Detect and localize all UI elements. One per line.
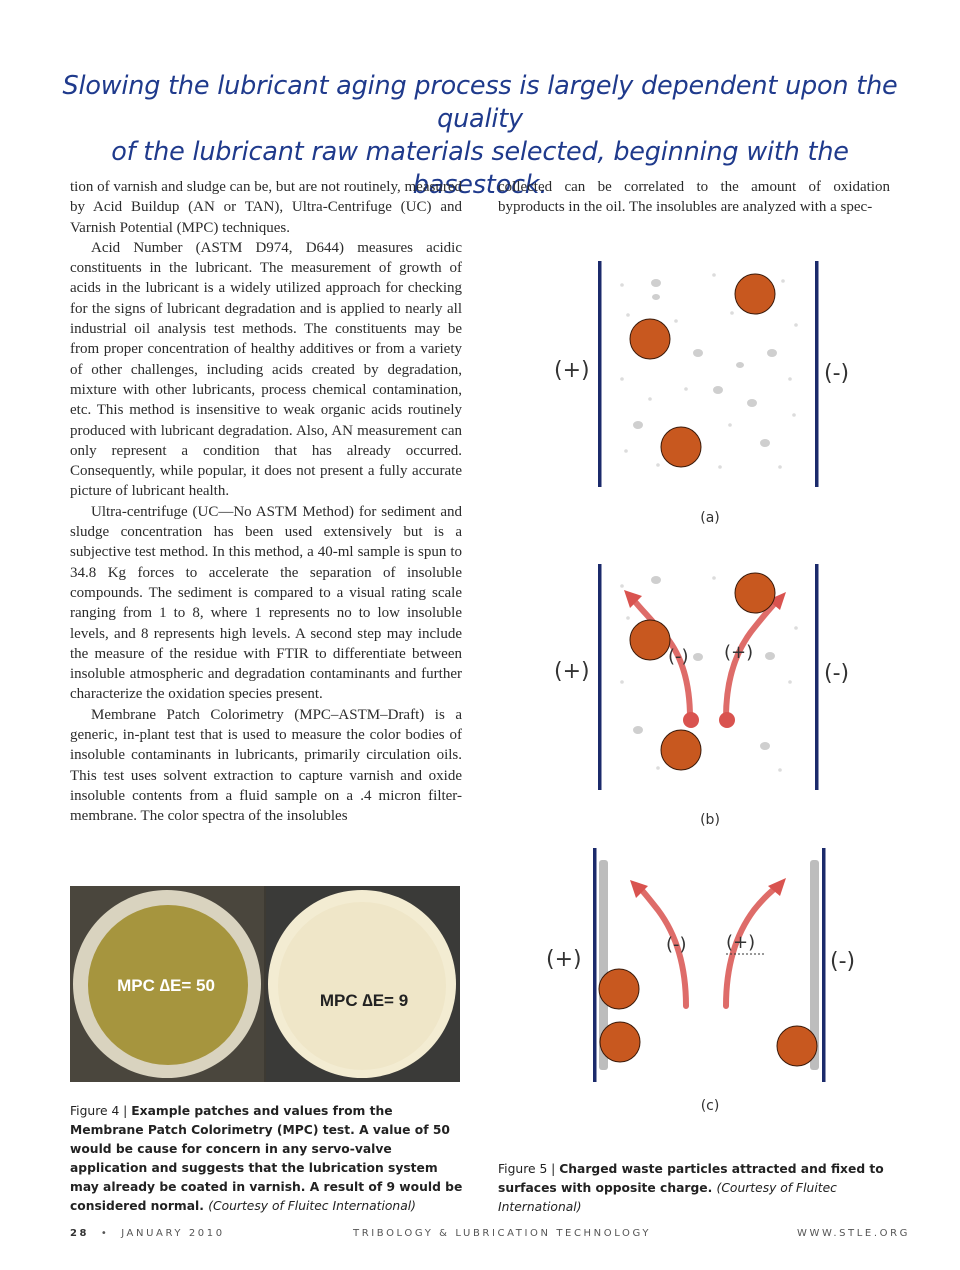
dot bbox=[781, 279, 785, 283]
dot bbox=[656, 766, 660, 770]
dot bbox=[620, 584, 624, 588]
dot bbox=[712, 273, 716, 277]
dot bbox=[788, 377, 792, 381]
figure-4-credit: (Courtesy of Fluitec International) bbox=[208, 1199, 416, 1213]
charge-label-minus: (-) bbox=[668, 646, 689, 667]
dot bbox=[620, 377, 624, 381]
issue-date: JANUARY 2010 bbox=[121, 1228, 225, 1239]
dot bbox=[656, 463, 660, 467]
figure-5-number: Figure 5 | bbox=[498, 1162, 560, 1176]
particle bbox=[633, 726, 643, 734]
dot bbox=[778, 465, 782, 469]
positive-plate bbox=[598, 564, 602, 790]
dot bbox=[620, 680, 624, 684]
charge-drop-left bbox=[683, 712, 699, 728]
charge-label-plus: (+) bbox=[726, 932, 756, 953]
figure-5-caption bbox=[498, 1160, 898, 1217]
body-paragraph: tion of varnish and sludge can be, but are not routinely, measured by Acid Buildup (AN or TAN), Ultra-Centrifuge (UC) and Varnish Potential (MPC) techniques. bbox=[70, 179, 462, 236]
plate-label-plus: (+) bbox=[546, 947, 582, 972]
plate-label-plus: (+) bbox=[554, 358, 590, 383]
publication-name: TRIBOLOGY & LUBRICATION TECHNOLOGY bbox=[353, 1228, 652, 1239]
particle bbox=[760, 439, 770, 447]
body-column-left bbox=[70, 177, 462, 827]
page-number: 28 bbox=[70, 1228, 90, 1239]
charge-label-plus: (+) bbox=[724, 642, 754, 663]
sludge-ball bbox=[630, 620, 670, 660]
particle bbox=[693, 349, 703, 357]
particle bbox=[765, 652, 775, 660]
footer-separator: • bbox=[100, 1228, 110, 1239]
footer-page-info bbox=[70, 1228, 225, 1239]
particle bbox=[651, 279, 661, 287]
dot bbox=[794, 323, 798, 327]
pull-quote-line-2: of the lubricant raw materials selected, beginning with the basestock. bbox=[111, 137, 849, 200]
particle bbox=[633, 421, 643, 429]
negative-plate bbox=[822, 848, 826, 1082]
positive-plate bbox=[598, 261, 602, 487]
particle bbox=[651, 576, 661, 584]
particle bbox=[736, 362, 744, 368]
particle bbox=[652, 294, 660, 300]
figure-4-number: Figure 4 | bbox=[70, 1104, 132, 1118]
patch-left-label: MPC ∆E= 50 bbox=[117, 976, 215, 995]
body-paragraph: Membrane Patch Colorimetry (MPC–ASTM–Draft) is a generic, in-plant test that is used to measure the color bodies of insoluble contaminants in lubricants, primarily circulation oils. This test uses solvent extraction to capture varnish and oxide insoluble contents from a fluid sample on a .4 micron filter-membrane. The color spectra of the insolubles bbox=[70, 706, 462, 825]
negative-plate bbox=[815, 564, 819, 790]
plate-label-minus: (-) bbox=[830, 949, 856, 974]
figure-4-description: Example patches and values from the Membrane Patch Colorimetry (MPC) test. A value of 50 would be cause for concern in any servo-valve application and suggests that the lubrication system may already be coated in varnish. A result of 9 would be considered normal. bbox=[70, 1104, 463, 1213]
sludge-ball bbox=[661, 427, 701, 467]
dot bbox=[792, 413, 796, 417]
figure-5c-label: (c) bbox=[700, 1098, 720, 1114]
dot bbox=[718, 465, 722, 469]
charge-drop-right bbox=[719, 712, 735, 728]
negative-plate bbox=[815, 261, 819, 487]
sludge-ball bbox=[600, 1022, 640, 1062]
particle bbox=[747, 399, 757, 407]
body-paragraph: Ultra-centrifuge (UC—No ASTM Method) for sediment and sludge concentration has been used extensively but is a subjective test method. In this method, a 40-ml sample is spun to 34.8 Kg forces to accelerate the separation of insoluble compounds. The sediment is compared to a visual rating scale ranging from 1 to 8, where 1 represents no to low insoluble levels, and 8 represents high levels. A second step may include the measure of the residue with FTIR to differentiate between insoluble atmospheric and degradation contaminants and further characterize the oxidation species present. bbox=[70, 503, 462, 703]
figure-5a-label: (a) bbox=[700, 510, 720, 526]
sludge-ball bbox=[735, 573, 775, 613]
dot bbox=[794, 626, 798, 630]
plate-label-minus: (-) bbox=[824, 361, 850, 386]
plate-label-plus: (+) bbox=[554, 659, 590, 684]
dot bbox=[778, 768, 782, 772]
particle bbox=[713, 386, 723, 394]
patch-right-stain bbox=[278, 902, 446, 1070]
patch-right-label: MPC ∆E= 9 bbox=[319, 991, 409, 1010]
particle bbox=[693, 653, 703, 661]
plate-label-minus: (-) bbox=[824, 661, 850, 686]
dot bbox=[624, 449, 628, 453]
body-paragraph: Acid Number (ASTM D974, D644) measures acidic constituents in the lubricant. The measurement of growth of acids in the lubricant is a widely utilized approach for checking for the signs of lubricant degradation and is applied to nearly all industrial oil analysis test methods. The constituents may be from proper concentration of healthy additives or from a variety of other challenges, including acids created by degradation, mixture with other lubricants, process chemical contamination, etc. This method is insensitive to weak organic acids routinely produced with lubricant degradation. Also, AN measurement can only represent a condition that has already occurred. Consequently, while popular, it does not present a fully accurate picture of lubricant health. bbox=[70, 239, 462, 500]
dot bbox=[626, 616, 630, 620]
dot bbox=[620, 283, 624, 287]
body-paragraph-right: collected can be correlated to the amount of oxidation byproducts in the oil. The insolubles are analyzed with a spec- bbox=[498, 179, 890, 216]
figure-4-caption bbox=[70, 1102, 465, 1216]
dot bbox=[730, 311, 734, 315]
dot bbox=[684, 387, 688, 391]
figure-5-credit: (Courtesy of Fluitec International) bbox=[498, 1181, 837, 1214]
figure-4-patch-photo bbox=[70, 886, 460, 1082]
figure-5c-diagram bbox=[540, 846, 880, 1086]
website-link[interactable]: WWW.STLE.ORG bbox=[797, 1228, 910, 1239]
dot bbox=[626, 313, 630, 317]
dot bbox=[674, 319, 678, 323]
figure-5b-label: (b) bbox=[700, 812, 720, 828]
sludge-ball bbox=[777, 1026, 817, 1066]
dot bbox=[712, 576, 716, 580]
charge-label-minus: (-) bbox=[666, 934, 687, 955]
dot bbox=[728, 423, 732, 427]
sludge-ball bbox=[735, 274, 775, 314]
pull-quote-line-1: Slowing the lubricant aging process is largely dependent upon the quality bbox=[62, 71, 898, 134]
dot bbox=[648, 397, 652, 401]
sludge-ball bbox=[630, 319, 670, 359]
positive-plate bbox=[593, 848, 597, 1082]
figure-5-description: Charged waste particles attracted and fixed to surfaces with opposite charge. bbox=[498, 1162, 884, 1195]
sludge-ball bbox=[599, 969, 639, 1009]
sludge-ball bbox=[661, 730, 701, 770]
particle bbox=[767, 349, 777, 357]
particle bbox=[760, 742, 770, 750]
dot bbox=[788, 680, 792, 684]
figure-5a-diagram bbox=[540, 255, 880, 495]
figure-5b-diagram bbox=[540, 560, 880, 800]
